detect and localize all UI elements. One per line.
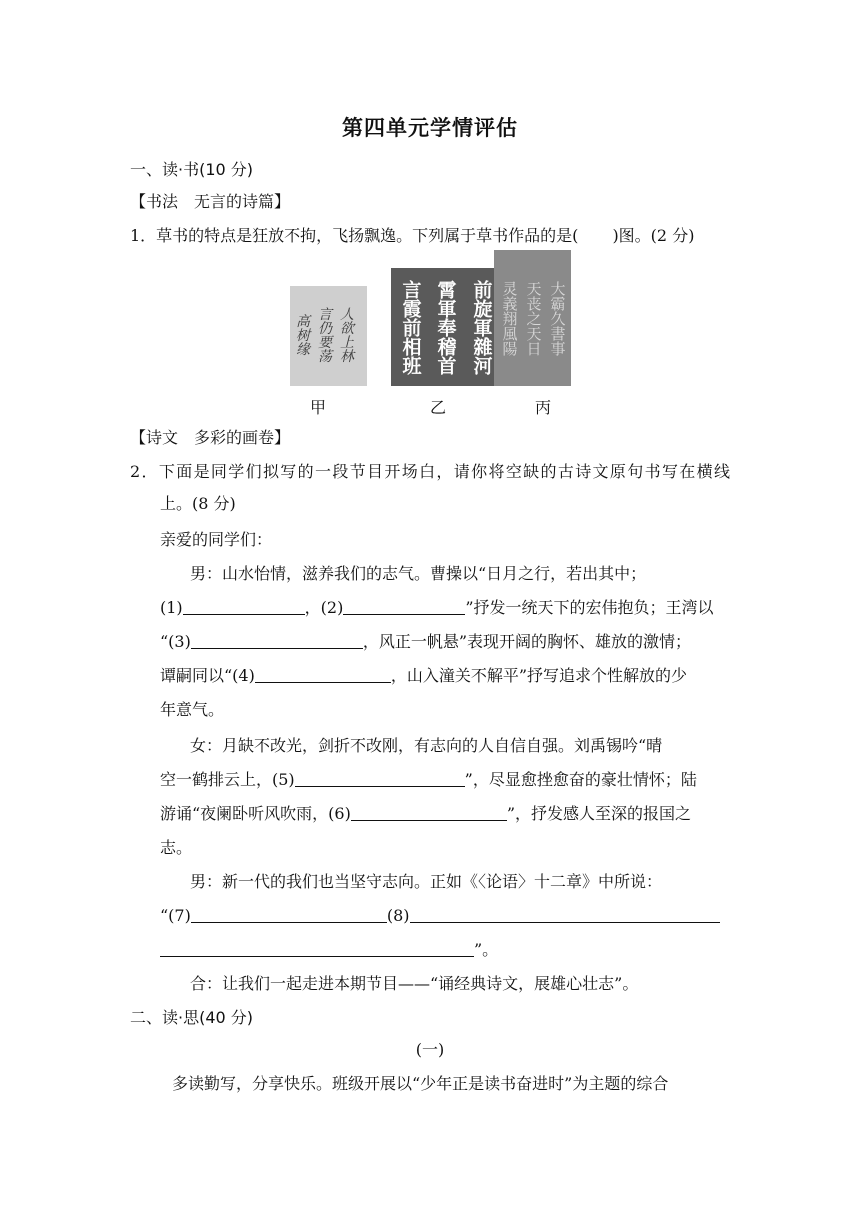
- blank-6[interactable]: [351, 804, 507, 821]
- para-2-line-1: 女：月缺不改光，剑折不改刚，有志向的人自信自强。刘禹锡吟“晴: [190, 736, 663, 755]
- para-3-text: ”。: [474, 940, 499, 959]
- section-2-intro: 多读勤写，分享快乐。班级开展以“少年正是读书奋进时”为主题的综合: [172, 1074, 669, 1093]
- calligraphy-column: [296, 286, 318, 386]
- para-3-line-2: [160, 906, 720, 926]
- caption-bing: 丙: [535, 398, 552, 417]
- para-2-text: ”，尽显愈挫愈奋的豪壮情怀；陆: [464, 770, 697, 789]
- calligraphy-column: [340, 286, 362, 386]
- blank-2[interactable]: [343, 598, 465, 615]
- para-1-line-3: [160, 632, 691, 652]
- calligraphy-column: [318, 286, 340, 386]
- calligraphy-text: 人欲上林: [340, 307, 354, 365]
- page-title: 第四单元学情评估: [342, 116, 518, 140]
- question-2-line-1: 2．下面是同学们拟写的一段节目开场白，请你将空缺的古诗文原句书写在横线: [130, 462, 730, 481]
- para-1-line-1: 男：山水怡情，滋养我们的志气。曹操以“日月之行，若出其中；: [190, 564, 647, 583]
- part-label: (一): [415, 1040, 445, 1059]
- para-1-text: ”抒发一统天下的宏伟抱负；王湾以: [465, 598, 714, 617]
- blank-8-continued[interactable]: [160, 940, 474, 957]
- calligraphy-image-yi: [391, 268, 499, 386]
- para-2-line-4: 志。: [160, 838, 193, 857]
- blank-5[interactable]: [295, 770, 465, 787]
- para-2-line-3: [160, 804, 691, 824]
- calligraphy-text: 霄軍奉稽首: [434, 279, 457, 375]
- calligraphy-column: [522, 250, 544, 386]
- para-3-line-1: 男：新一代的我们也当坚守志向。正如《〈论语〉十二章》中所说：: [190, 872, 663, 891]
- calligraphy-column: [465, 268, 497, 386]
- blank-label-8: (8): [386, 906, 410, 925]
- calligraphy-text: 灵義翔風陽: [500, 280, 519, 356]
- calligraphy-image-jia: [290, 286, 367, 386]
- para-1-text: ，山入潼关不解平”抒写追求个性解放的少: [390, 666, 688, 685]
- para-1-text: ，风正一帆悬”表现开阔的胸怀、雄放的激情；: [362, 632, 692, 651]
- calligraphy-subheading: 【书法 无言的诗篇】: [130, 192, 291, 211]
- calligraphy-text: 前旋軍雜河: [470, 279, 493, 375]
- para-1-line-2: [160, 598, 714, 618]
- blank-7[interactable]: [191, 906, 387, 923]
- para-2-text: 游诵“夜阑卧听风吹雨，(6): [160, 804, 351, 823]
- blank-3[interactable]: [191, 632, 363, 649]
- calligraphy-column: [546, 250, 568, 386]
- caption-jia: 甲: [310, 398, 327, 417]
- blank-label-1: (1): [160, 598, 183, 617]
- question-1: [130, 226, 694, 246]
- para-4: 合：让我们一起走进本期节目——“诵经典诗文，展雄心壮志”。: [190, 974, 639, 993]
- calligraphy-text: 言霞前相班: [399, 279, 422, 375]
- question-1-text: 1．草书的特点是狂放不拘，飞扬飘逸。下列属于草书作品的是(: [130, 226, 579, 245]
- blank-8[interactable]: [410, 906, 720, 923]
- calligraphy-text: 言仍要荡: [318, 307, 332, 365]
- blank-1[interactable]: [183, 598, 305, 615]
- caption-yi: 乙: [430, 398, 447, 417]
- blank-label-3: “(3): [160, 632, 191, 651]
- calligraphy-text: 大霸久書事: [548, 280, 567, 356]
- greeting: 亲爱的同学们：: [160, 530, 273, 549]
- para-1-line-5: 年意气。: [160, 700, 225, 719]
- calligraphy-column: [394, 268, 426, 386]
- calligraphy-column: [429, 268, 461, 386]
- calligraphy-column: [498, 250, 520, 386]
- question-2-line-2: 上。(8 分): [160, 494, 236, 513]
- blank-label-2: ，(2): [304, 598, 344, 617]
- section-2-heading: 二、读·思(40 分): [130, 1008, 254, 1027]
- para-3-line-3: [160, 940, 498, 960]
- blank-4[interactable]: [255, 666, 391, 683]
- blank-label-4: 谭嗣同以“(4): [160, 666, 255, 685]
- calligraphy-image-bing: [494, 250, 571, 386]
- para-2-text: ”，抒发感人至深的报国之: [506, 804, 692, 823]
- calligraphy-text: 天丧之天日: [524, 280, 543, 356]
- poetry-subheading: 【诗文 多彩的画卷】: [130, 428, 291, 447]
- calligraphy-text: 高树缘: [296, 314, 310, 358]
- para-1-line-4: [160, 666, 687, 686]
- para-2-line-2: [160, 770, 697, 790]
- blank-label-7: “(7): [160, 906, 191, 925]
- para-2-text: 空一鹤排云上，(5): [160, 770, 295, 789]
- section-1-heading: 一、读·书(10 分): [130, 160, 254, 179]
- question-1-points: )图。(2 分): [612, 226, 695, 245]
